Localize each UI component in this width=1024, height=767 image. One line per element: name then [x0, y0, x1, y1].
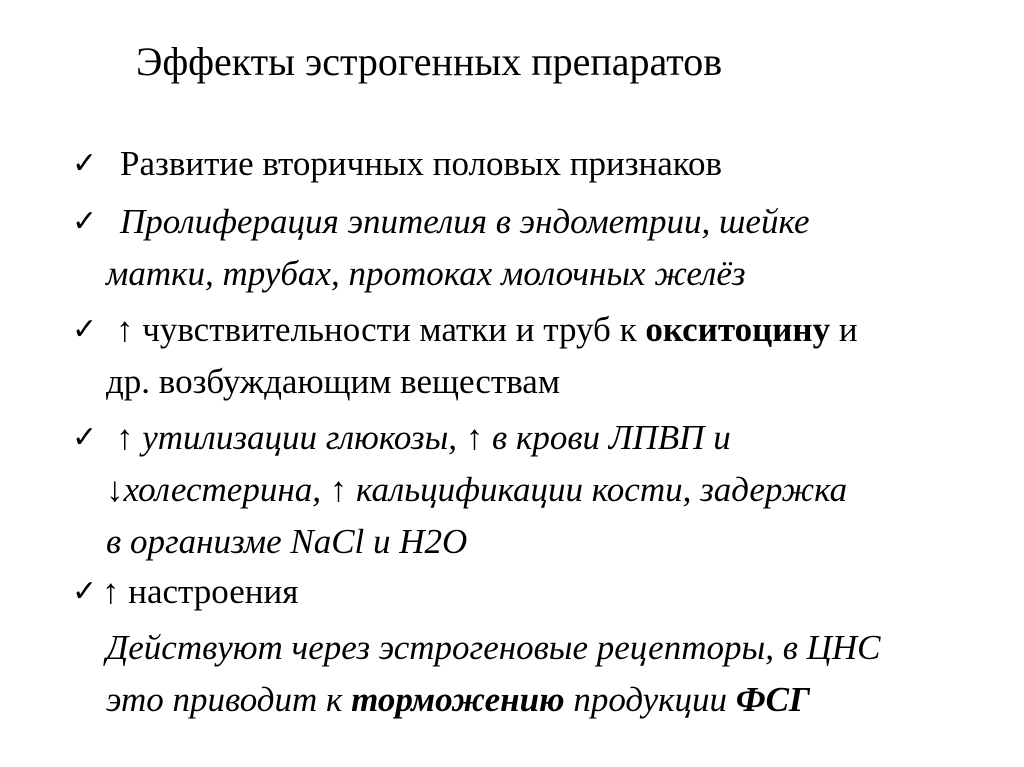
- checkmark-icon: ✓: [72, 312, 98, 347]
- checkmark-icon: ✓: [72, 574, 98, 609]
- checkmark-icon: ✓: [72, 146, 98, 181]
- footer-text: это приводит к: [106, 680, 352, 719]
- bullet-5-line-1: ↑ настроения: [102, 572, 299, 611]
- bullet-3-line-1: [116, 304, 858, 356]
- footer-bold-inhibition: торможению: [351, 680, 565, 719]
- footer-line-1: Действуют через эстрогеновые рецепторы, в ЦНС: [106, 628, 881, 667]
- bullet-1-line-1: Развитие вторичных половых признаков: [120, 144, 723, 183]
- bullet-3-text-end: и: [830, 310, 858, 349]
- bullet-3-bold-oxytocin: окситоцину: [645, 310, 831, 349]
- footer-text-mid: продукции: [564, 680, 736, 719]
- footer-line-2: [106, 674, 810, 726]
- checkmark-icon: ✓: [72, 204, 98, 239]
- bullet-4-line-2: ↓холестерина, ↑ кальцификации кости, задержка: [106, 470, 848, 509]
- footer-bold-fsh: ФСГ: [735, 680, 811, 719]
- bullet-4-line-3: в организме NaCl и H2O: [106, 522, 468, 561]
- bullet-4-line-1: ↑ утилизации глюкозы, ↑ в крови ЛПВП и: [116, 418, 731, 457]
- bullet-2-line-1: Пролиферация эпителия в эндометрии, шейке: [120, 202, 810, 241]
- slide-title: Эффекты эстрогенных препаратов: [136, 39, 723, 84]
- checkmark-icon: ✓: [72, 420, 98, 455]
- bullet-3-text: ↑ чувствительности матки и труб к: [116, 310, 646, 349]
- bullet-2-line-2: матки, трубах, протоках молочных желёз: [106, 254, 746, 293]
- bullet-3-line-2: др. возбуждающим веществам: [106, 362, 560, 401]
